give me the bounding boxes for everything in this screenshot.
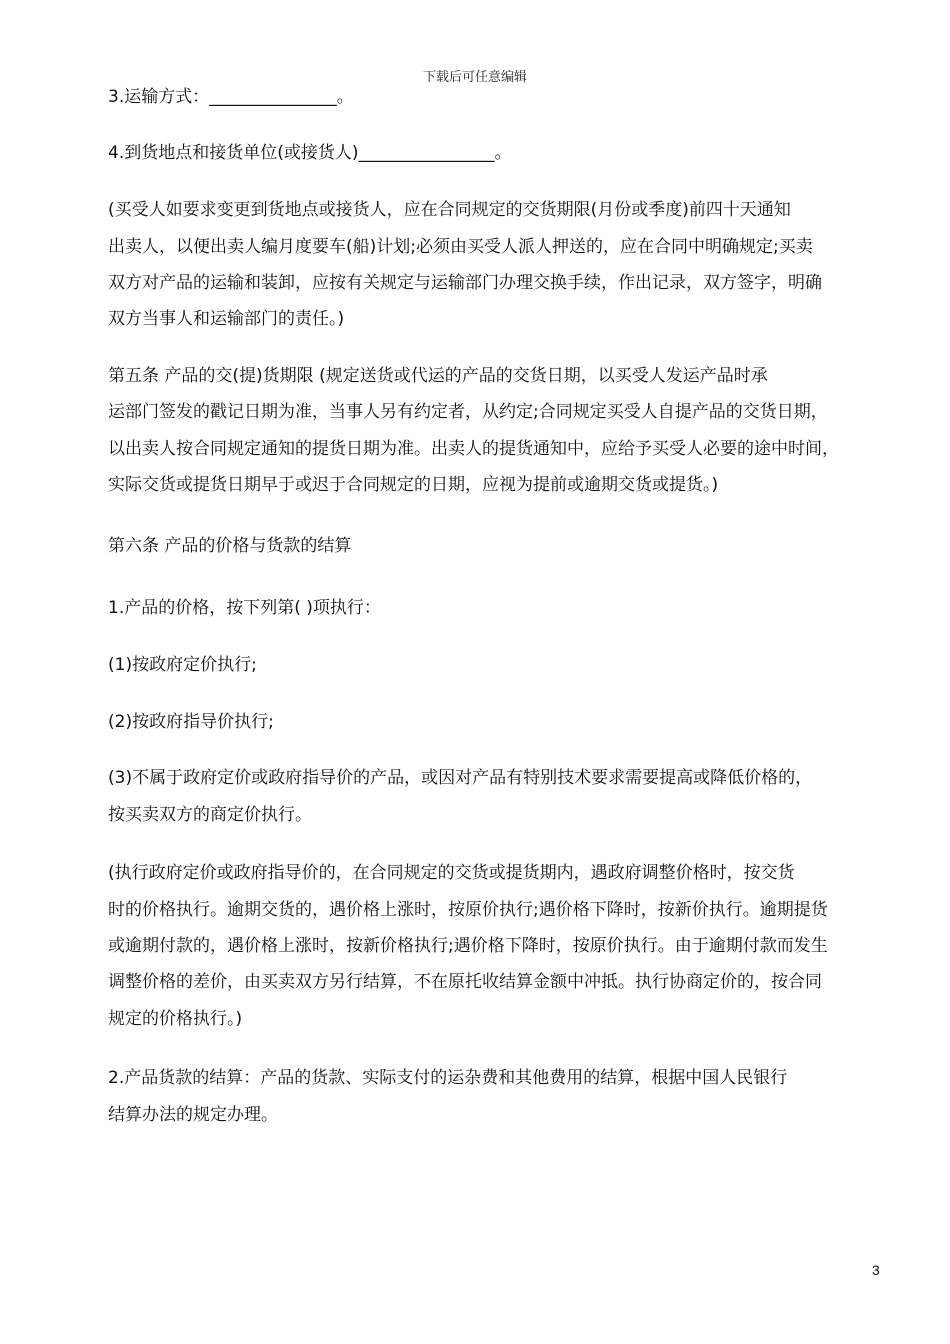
paragraph-line: 出卖人，以便出卖人编月度要车(船)计划;必须由买受人派人押送的，应在合同中明确规定;买卖: [108, 237, 813, 257]
option-2-line: (2)按政府指导价执行;: [108, 712, 274, 732]
paragraph-line: 或逾期付款的，遇价格上涨时，按新价格执行;遇价格下降时，按原价执行。由于逾期付款而发生: [108, 936, 828, 956]
option-3-line: 按买卖双方的商定价执行。: [108, 805, 312, 825]
paragraph-line: 时的价格执行。逾期交货的，遇价格上涨时，按原价执行;遇价格下降时，按新价执行。逾期提货: [108, 900, 828, 920]
paragraph-line: 双方对产品的运输和装卸，应按有关规定与运输部门办理交换手续，作出记录，双方签字，明确: [108, 273, 822, 293]
article-6-heading: 第六条 产品的价格与货款的结算: [108, 536, 352, 556]
paragraph-line: (执行政府定价或政府指导价的，在合同规定的交货或提货期内，遇政府调整价格时，按交货: [108, 863, 795, 883]
line-delivery-place: 4.到货地点和接货单位(或接货人)________________。: [108, 143, 512, 163]
payment-clause-line: 2.产品货款的结算：产品的货款、实际支付的运杂费和其他费用的结算，根据中国人民银行: [108, 1068, 788, 1088]
option-1-line: (1)按政府定价执行;: [108, 655, 257, 675]
paragraph-line: 双方当事人和运输部门的责任。): [108, 309, 345, 329]
paragraph-line: 调整价格的差价，由买卖双方另行结算，不在原托收结算金额中冲抵。执行协商定价的，按合同: [108, 972, 822, 992]
page-number: 3: [872, 1262, 880, 1278]
price-clause-line: 1.产品的价格，按下列第( )项执行：: [108, 598, 381, 618]
page-header: 下载后可任意编辑: [422, 70, 527, 85]
article-5-line: 第五条 产品的交(提)货期限 (规定送货或代运的产品的交货日期，以买受人发运产品时承: [108, 366, 768, 386]
paragraph-line: (买受人如要求变更到货地点或接货人，应在合同规定的交货期限(月份或季度)前四十天通知: [108, 200, 791, 220]
article-5-line: 以出卖人按合同规定通知的提货日期为准。出卖人的提货通知中，应给予买受人必要的途中时间，: [108, 439, 839, 459]
payment-clause-line: 结算办法的规定办理。: [108, 1105, 278, 1125]
article-5-line: 运部门签发的戳记日期为准，当事人另有约定者，从约定;合同规定买受人自提产品的交货日期，: [108, 402, 828, 422]
line-transport-method: 3.运输方式：_______________。: [108, 87, 354, 107]
option-3-line: (3)不属于政府定价或政府指导价的产品，或因对产品有特别技术要求需要提高或降低价格的，: [108, 768, 813, 788]
article-5-line: 实际交货或提货日期早于或迟于合同规定的日期，应视为提前或逾期交货或提货。): [108, 475, 719, 495]
paragraph-line: 规定的价格执行。): [108, 1009, 243, 1029]
